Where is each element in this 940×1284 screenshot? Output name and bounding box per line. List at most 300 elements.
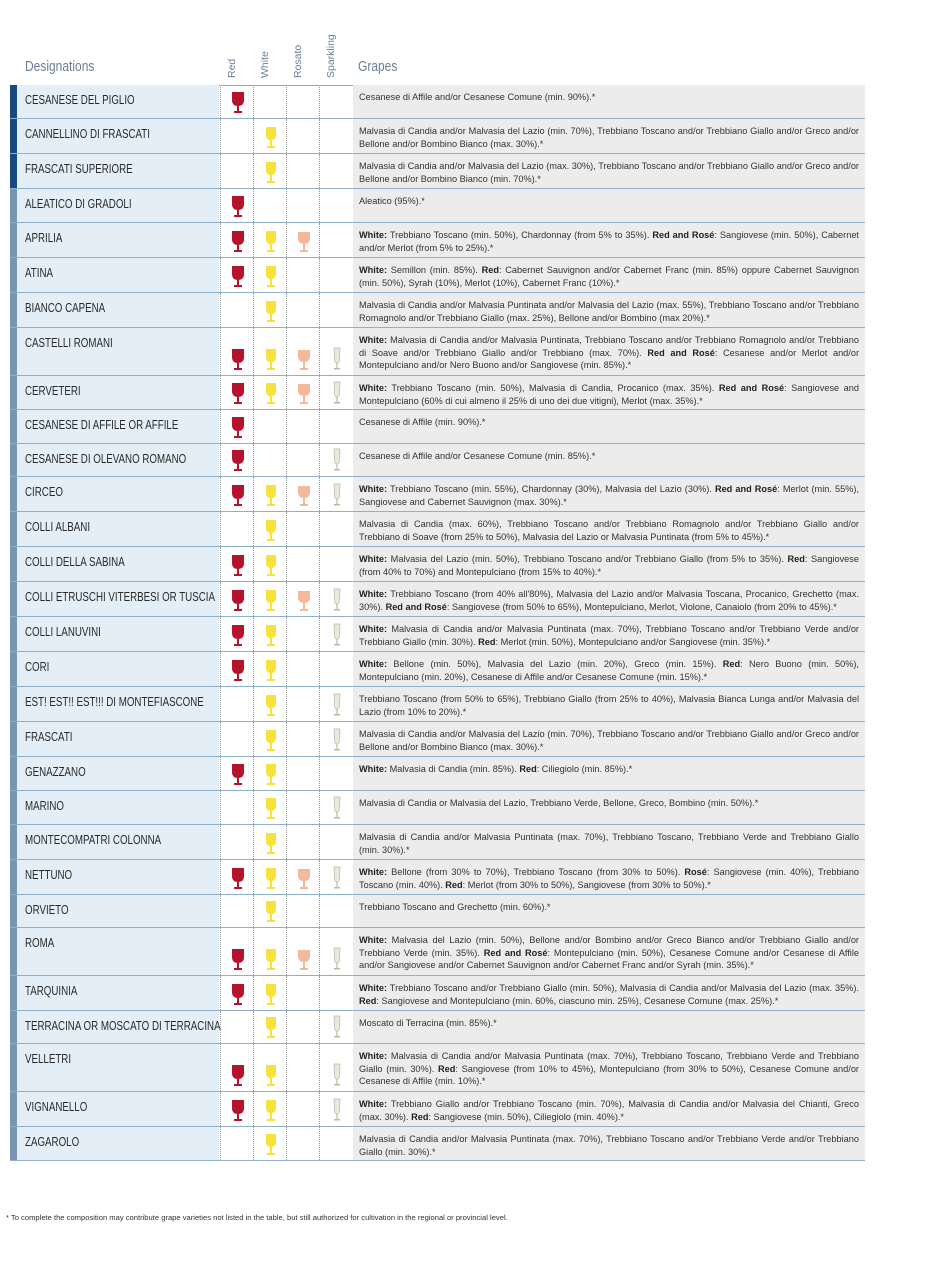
table-row [10,258,865,293]
rosato-cell [286,791,320,824]
grapes-header: Grapes [358,58,398,75]
red-cell [220,410,254,443]
grapes-text [359,125,859,150]
grape-composition: : Cabernet Sauvignon and/or Cabernet Franc (min. 85%) oppure Cabernet Sauvignon (min. 50%), Syrah (10%), Merlot (10%), Cabernet Franc (10%).* [359,265,859,288]
rosato-cell [286,189,320,222]
wine-type-label: Red and Rosé [714,484,778,494]
designation-name: CORI [25,660,50,674]
table-row [10,928,865,976]
designation-cell [17,791,219,824]
white-cell [253,791,287,824]
white-column-header: White [259,51,271,78]
grape-composition: Malvasia di Candia and/or Malvasia Puntinata (max. 70%), Trebbiano Toscano and/or Trebbiano Verde and/or Trebbiano Giallo (min. 30%).* [359,1134,859,1157]
grapes-cell [353,410,865,443]
white-cell [253,860,287,894]
red-cell [220,582,254,616]
rosato-cell [286,825,320,859]
grape-composition: Trebbiano Toscano (min. 50%), Chardonnay (from 5% to 35%). [387,230,653,240]
grapes-cell [353,687,865,721]
designation-cell [17,119,219,153]
classification-bar [10,477,17,511]
red-cell [220,976,254,1010]
grapes-text [359,728,859,753]
grape-composition: : Montepulciano (min. 50%), Cesanese Comune and/or Cesanese di Affile and/or Sangiovese and/or Cabernet Sauvignon and/or Cabernet Franc and/or Syrah (min. 35%).* [359,947,860,971]
white-cell [253,687,287,721]
wine-type-label: White: [359,484,388,494]
designation-cell [17,293,219,327]
red-cell [220,895,254,927]
wine-type-label: White: [359,764,388,774]
rosato-cell [286,119,320,153]
red-wine-glass-icon [229,982,247,1006]
classification-bar [10,547,17,581]
grape-composition: Cesanese di Affile and/or Cesanese Comune (min. 85%).* [359,451,596,461]
red-cell [220,154,254,188]
sparkling-wine-glass-icon [328,623,346,647]
grape-composition: Trebbiano Toscano and/or Trebbiano Giallo (min. 50%), Malvasia di Candia and/or Malvasia del Lazio (max. 35%). [387,983,859,993]
table-row [10,1127,865,1161]
wine-type-label: White: [359,867,388,877]
table-row [10,791,865,825]
rosato-cell [286,293,320,327]
grape-composition: Bellone (min. 50%), Malvasia del Lazio (min. 20%), Greco (min. 15%). [387,659,723,669]
white-cell [253,1011,287,1043]
designation-cell [17,1011,219,1043]
grapes-text [359,982,859,1007]
wine-type-label: Red [411,1111,429,1122]
sparkling-cell [319,860,354,894]
sparkling-cell [319,328,354,375]
rosato-cell [286,444,320,476]
red-cell [220,328,254,375]
white-wine-glass-icon [262,623,280,647]
table-row [10,477,865,512]
grape-composition: : Sangiovese (min. 50%), Cabernet and/or Merlot (from 5% to 25%).* [359,230,859,253]
designation-name: CIRCEO [25,485,63,499]
table-row [10,85,865,119]
grapes-text [359,1133,859,1158]
grapes-text [359,866,859,891]
grape-composition: : Sangiovese (from 50% to 65%), Montepulciano, Merlot, Violone, Canaiolo (from 20% to 45%).* [446,601,837,612]
sparkling-cell [319,410,354,443]
sparkling-cell [319,791,354,824]
wine-type-label: Red [481,265,499,275]
classification-bar [10,1127,17,1160]
red-cell [220,791,254,824]
grape-composition: Malvasia del Lazio (min. 50%), Bellone and/or Bombino and/or Greco Bianco and/or Trebbiano Giallo and/or Trebbiano Verde (min. 35%). [359,935,859,958]
rosato-cell [286,376,320,409]
grape-composition: : Merlot (min. 55%), Sangiovese and Cabernet Sauvignon (max. 30%).* [359,484,859,507]
rosato-cell [286,895,320,927]
grape-composition: : Cesanese and/or Merlot and/or Montepulciano and/or Nero Buono and/or Sangiovese (min. 85%).* [359,347,860,371]
wine-type-label: Red [438,1063,456,1074]
sparkling-cell [319,444,354,476]
white-cell [253,444,287,476]
designation-cell [17,617,219,651]
designation-name: NETTUNO [25,868,73,882]
table-row [10,582,865,617]
grapes-text [359,518,859,543]
designation-name: TERRACINA OR MOSCATO DI TERRACINA [25,1019,221,1033]
classification-bar [10,1044,17,1091]
rosato-cell [286,617,320,651]
table-row [10,444,865,477]
rosato-cell [286,477,320,511]
designation-name: CESANESE DEL PIGLIO [25,93,135,107]
grape-composition: Malvasia di Candia and/or Malvasia del Lazio (max. 30%), Trebbiano Toscano and/or Trebbiano Giallo and/or Greco and/or Bellone and/or Bombino Bianco (min. 70%).* [359,161,859,184]
white-wine-glass-icon [262,518,280,542]
table-row [10,512,865,547]
classification-bar [10,687,17,721]
grape-composition: Malvasia di Candia and/or Malvasia del Lazio (min. 70%), Trebbiano Toscano and/or Trebbiano Giallo and/or Greco and/or Bellone and/or Bombino Bianco (max. 30%).* [359,729,859,752]
grape-composition: Malvasia di Candia and/or Malvasia Puntinata (max. 70%), Trebbiano Toscano, Trebbiano Verde and Trebbiano Giallo (min. 30%).* [359,832,859,855]
white-cell [253,1044,287,1091]
designation-cell [17,757,219,790]
red-cell [220,1092,254,1126]
grapes-text [359,831,859,856]
rosato-wine-glass-icon [295,866,313,890]
red-cell [220,444,254,476]
wine-type-label: White: [359,935,388,945]
table-row [10,328,865,376]
red-cell [220,825,254,859]
designation-cell [17,223,219,257]
red-wine-glass-icon [229,947,247,971]
wine-type-label: White: [359,659,388,669]
white-wine-glass-icon [262,866,280,890]
grape-composition: Aleatico (95%).* [359,196,425,206]
rosato-cell [286,860,320,894]
rosato-cell [286,512,320,546]
grapes-text [359,1098,859,1123]
red-cell [220,1127,254,1160]
designation-name: EST! EST!! EST!!! DI MONTEFIASCONE [25,695,204,709]
grape-composition: Moscato di Terracina (min. 85%).* [359,1018,497,1028]
red-wine-glass-icon [229,588,247,612]
grapes-cell [353,328,865,375]
red-cell [220,652,254,686]
grapes-cell [353,477,865,511]
classification-bar [10,617,17,651]
designation-name: ALEATICO DI GRADOLI [25,197,132,211]
sparkling-wine-glass-icon [328,588,346,612]
designation-name: GENAZZANO [25,765,86,779]
classification-bar [10,512,17,546]
red-cell [220,547,254,581]
grape-composition: Malvasia di Candia (min. 85%). [387,764,520,774]
wine-type-label: White: [359,589,388,599]
designation-name: CESANESE DI AFFILE OR AFFILE [25,418,179,432]
classification-bar [10,652,17,686]
table-row [10,976,865,1011]
grape-composition: Trebbiano Giallo and/or Trebbiano Toscano (min. 70%), Malvasia di Candia and/or Malvasia del Chianti, Greco (max. 30%). [359,1099,859,1122]
designation-name: BIANCO CAPENA [25,301,106,315]
table-row [10,547,865,582]
designation-cell [17,860,219,894]
grapes-cell [353,189,865,222]
grapes-cell [353,376,865,409]
grapes-text [359,229,859,254]
grapes-text [359,553,859,578]
designation-cell [17,512,219,546]
white-cell [253,757,287,790]
designation-name: TARQUINIA [25,984,78,998]
red-cell [220,119,254,153]
rosato-column-header: Rosato [292,44,304,78]
grapes-cell [353,582,865,616]
grapes-text [359,901,859,914]
table-row [10,1044,865,1092]
classification-bar [10,825,17,859]
designation-name: CANNELLINO DI FRASCATI [25,127,150,141]
grapes-cell [353,722,865,756]
sparkling-wine-glass-icon [328,483,346,507]
white-cell [253,617,287,651]
designation-cell [17,1092,219,1126]
white-cell [253,154,287,188]
red-cell [220,477,254,511]
grapes-text [359,588,859,613]
white-wine-glass-icon [262,899,280,923]
red-cell [220,687,254,721]
designation-name: COLLI ALBANI [25,520,91,534]
grape-composition: Trebbiano Toscano (min. 50%), Malvasia di Candia, Procanico (max. 35%). [387,383,719,393]
white-wine-glass-icon [262,947,280,971]
white-cell [253,477,287,511]
rosato-wine-glass-icon [295,588,313,612]
red-cell [220,617,254,651]
white-wine-glass-icon [262,831,280,855]
designation-cell [17,410,219,443]
white-cell [253,895,287,927]
white-wine-glass-icon [262,299,280,323]
designation-name: FRASCATI [25,730,73,744]
sparkling-cell [319,582,354,616]
designation-name: VELLETRI [25,1052,72,1066]
grapes-cell [353,976,865,1010]
designation-cell [17,582,219,616]
designation-cell [17,477,219,511]
wine-type-label: White: [359,624,388,634]
wine-type-label: White: [359,983,388,993]
red-cell [220,189,254,222]
classification-bar [10,722,17,756]
white-cell [253,85,287,118]
wine-type-label: White: [359,383,388,393]
sparkling-cell [319,223,354,257]
sparkling-cell [319,1044,354,1091]
red-cell [220,223,254,257]
table-row [10,410,865,444]
grape-composition: Malvasia di Candia and/or Malvasia Puntinata (max. 70%), Trebbiano Toscano, Trebbiano Verde and Trebbiano Giallo (min. 30%). [359,1051,859,1074]
designation-cell [17,189,219,222]
table-row [10,652,865,687]
rosato-wine-glass-icon [295,947,313,971]
rosato-cell [286,258,320,292]
designation-cell [17,328,219,375]
wine-type-label: Red and Rosé [385,601,447,612]
white-wine-glass-icon [262,1015,280,1039]
red-cell [220,258,254,292]
grapes-text [359,1017,859,1030]
rosato-cell [286,85,320,118]
designation-cell [17,154,219,188]
designation-name: CESANESE DI OLEVANO ROMANO [25,452,187,466]
grape-composition: : Sangiovese (from 10% to 45%), Montepulciano (from 30% to 50%), Cesanese Comune and/or Cesanese di Affile (min. 10%).* [359,1063,859,1087]
wine-type-label: White: [359,1099,388,1109]
grape-composition: Malvasia di Candia and/or Malvasia del Lazio (min. 70%), Trebbiano Toscano and/or Trebbiano Giallo and/or Greco and/or Bellone and/or Bombino Bianco (max. 30%).* [359,126,859,149]
classification-bar [10,258,17,292]
grapes-cell [353,757,865,790]
designation-cell [17,825,219,859]
wine-type-label: Red [478,636,496,647]
wine-type-label: White: [359,335,388,345]
grapes-text [359,763,859,776]
rosato-cell [286,410,320,443]
rosato-cell [286,1127,320,1160]
wine-type-label: Red and Rosé [718,383,785,393]
red-cell [220,85,254,118]
sparkling-cell [319,119,354,153]
grapes-cell [353,547,865,581]
designation-cell [17,976,219,1010]
designation-name: ATINA [25,266,53,280]
red-wine-glass-icon [229,90,247,114]
white-cell [253,1092,287,1126]
classification-bar [10,85,17,118]
sparkling-cell [319,687,354,721]
classification-bar [10,410,17,443]
table-row [10,860,865,895]
red-wine-glass-icon [229,762,247,786]
sparkling-cell [319,154,354,188]
sparkling-wine-glass-icon [328,1015,346,1039]
table-row [10,1092,865,1127]
rosato-cell [286,547,320,581]
rosato-cell [286,1044,320,1091]
white-cell [253,258,287,292]
sparkling-wine-glass-icon [328,381,346,405]
classification-bar [10,976,17,1010]
designation-name: COLLI LANUVINI [25,625,101,639]
table-row [10,722,865,757]
rosato-cell [286,722,320,756]
grapes-text [359,934,859,972]
white-cell [253,223,287,257]
grapes-cell [353,860,865,894]
grape-composition: : Ciliegiolo (min. 85%).* [536,764,633,774]
classification-bar [10,154,17,188]
red-wine-glass-icon [229,1063,247,1087]
classification-bar [10,328,17,375]
white-wine-glass-icon [262,160,280,184]
grape-composition: : Sangiovese (min. 50%), Ciliegiolo (min. 40%).* [428,1111,625,1122]
red-wine-glass-icon [229,1098,247,1122]
wine-type-label: Red [359,995,377,1006]
sparkling-cell [319,1011,354,1043]
rosato-cell [286,757,320,790]
designation-name: COLLI DELLA SABINA [25,555,125,569]
rosato-cell [286,223,320,257]
designation-name: MONTECOMPATRI COLONNA [25,833,162,847]
wine-type-label: Red and Rosé [483,947,548,958]
table-row [10,825,865,860]
white-wine-glass-icon [262,693,280,717]
white-cell [253,928,287,975]
grapes-text [359,195,859,208]
designation-cell [17,258,219,292]
sparkling-cell [319,189,354,222]
white-cell [253,410,287,443]
red-cell [220,1044,254,1091]
grapes-cell [353,258,865,292]
classification-bar [10,582,17,616]
rosato-cell [286,1011,320,1043]
white-wine-glass-icon [262,1063,280,1087]
wine-type-label: White: [359,1051,388,1061]
classification-bar [10,928,17,975]
red-cell [220,376,254,409]
red-wine-glass-icon [229,553,247,577]
white-cell [253,1127,287,1160]
sparkling-cell [319,85,354,118]
grape-composition: Malvasia di Candia and/or Malvasia Puntinata (max. 70%), Trebbiano Toscano and/or Trebbiano Verde and/or Trebbiano Giallo (min. 30%). [359,624,859,647]
classification-bar [10,1092,17,1126]
white-cell [253,722,287,756]
sparkling-wine-glass-icon [328,947,346,971]
white-wine-glass-icon [262,125,280,149]
red-wine-glass-icon [229,483,247,507]
classification-bar [10,860,17,894]
designation-name: VIGNANELLO [25,1100,88,1114]
white-wine-glass-icon [262,1098,280,1122]
sparkling-cell [319,928,354,975]
wine-type-label: White: [359,265,388,275]
grapes-cell [353,154,865,188]
rosato-cell [286,154,320,188]
rosato-cell [286,328,320,375]
grapes-text [359,623,859,648]
white-cell [253,293,287,327]
table-row [10,119,865,154]
table-row [10,895,865,928]
grapes-cell [353,1044,865,1091]
grapes-cell [353,652,865,686]
grape-composition: Trebbiano Toscano (from 50% to 65%), Trebbiano Giallo (from 25% to 40%), Malvasia Bianca Lunga and/or Malvasia del Lazio (from 10% to 20%).* [359,694,859,717]
grape-composition: Malvasia di Candia (max. 60%), Trebbiano Toscano and/or Trebbiano Romagnolo and/or Trebbiano Giallo and/or Trebbiano di Soave (from 25% to 50%), Malvasia del Lazio or Malvasia Puntinata (from 5% to 45%).* [359,519,859,542]
white-cell [253,119,287,153]
grapes-cell [353,293,865,327]
red-wine-glass-icon [229,448,247,472]
sparkling-cell [319,1092,354,1126]
designation-cell [17,1127,219,1160]
grapes-text [359,483,859,508]
red-wine-glass-icon [229,658,247,682]
grapes-cell [353,1092,865,1126]
grape-composition: : Nero Buono (min. 50%), Montepulciano (min. 20%), Cesanese di Affile and/or Cesanese Comune (min. 15%).* [359,659,859,682]
classification-bar [10,791,17,824]
rosato-cell [286,1092,320,1126]
grape-composition: : Merlot (min. 50%), Montepulciano and/or Sangiovese (min. 35%).* [495,636,771,647]
grapes-cell [353,791,865,824]
grapes-text [359,797,859,810]
rosato-cell [286,582,320,616]
designation-name: CERVETERI [25,384,81,398]
sparkling-cell [319,757,354,790]
rosato-cell [286,652,320,686]
sparkling-cell [319,722,354,756]
grape-composition: : Sangiovese and Montepulciano (60% di cui almeno il 25% di uno dei due vitigni), Merlot (max. 35%).* [359,383,859,406]
